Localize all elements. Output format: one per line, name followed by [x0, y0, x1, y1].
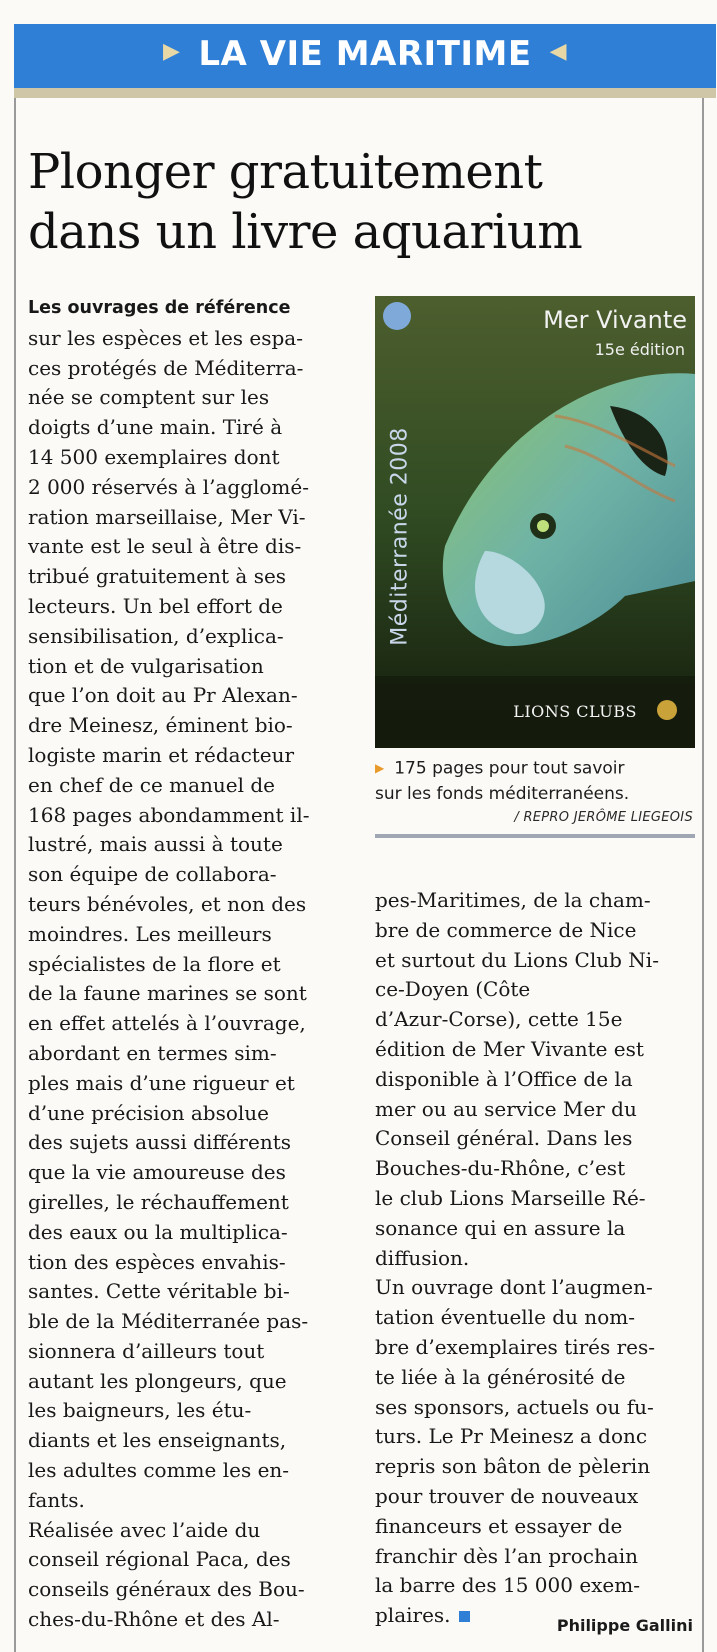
text-line: conseils généraux des Bou- [28, 1577, 305, 1602]
text-line: le club Lions Marseille Ré- [375, 1185, 646, 1210]
article-column-left [28, 294, 358, 1635]
text-line: financeurs et essayer de [375, 1513, 623, 1538]
text-line: plaires. [375, 1603, 451, 1628]
text-line: dre Meinesz, éminent bio- [28, 713, 293, 738]
text-line: ples mais d’une rigueur et [28, 1070, 295, 1095]
text-line: repris son bâton de pèlerin [375, 1454, 651, 1479]
text-line: 168 pages abondamment il- [28, 802, 310, 827]
text-line: née se comptent sur les [28, 385, 270, 410]
text-line: ration marseillaise, Mer Vi- [28, 504, 306, 529]
caption-rule [375, 834, 695, 838]
text-line: doigts d’une main. Tiré à [28, 415, 283, 440]
text-line: logiste marin et rédacteur [28, 742, 295, 767]
text-line: d’une précision absolue [28, 1100, 269, 1125]
cover-publisher: LIONS CLUBS [513, 702, 637, 721]
lions-club-emblem-icon [657, 700, 677, 720]
text-line: franchir dès l’an prochain [375, 1543, 639, 1568]
text-line: son équipe de collabora- [28, 862, 277, 887]
text-line: turs. Le Pr Meinesz a donc [375, 1424, 648, 1449]
section-banner-text [14, 34, 716, 74]
text-line: les adultes comme les en- [28, 1458, 290, 1483]
text-line: diants et les enseignants, [28, 1428, 287, 1453]
text-line: d’Azur-Corse), cette 15e [375, 1007, 623, 1032]
text-line: moindres. Les meilleurs [28, 921, 272, 946]
caption-arrow-icon: ▶ [375, 761, 385, 775]
text-line: les baigneurs, les étu- [28, 1398, 252, 1423]
text-line: spécialistes de la flore et [28, 951, 281, 976]
caption-line: 175 pages pour tout savoir [394, 758, 625, 779]
text-line: que la vie amoureuse des [28, 1160, 286, 1185]
frame-right-border [702, 98, 704, 1652]
end-mark-icon [459, 1611, 470, 1622]
photo-credit: / REPRO JERÔME LIEGEOIS [514, 810, 693, 825]
text-line: 14 500 exemplaires dont [28, 444, 280, 469]
text-line: ches-du-Rhône et des Al- [28, 1607, 280, 1632]
section-title: LA VIE MARITIME [198, 34, 532, 74]
cover-edition: 15e édition [594, 340, 685, 359]
text-line: teurs bénévoles, et non des [28, 891, 307, 916]
text-line: tion et de vulgarisation [28, 653, 264, 678]
left-arrow-icon: ◀ [549, 39, 568, 64]
fish-illustration [375, 296, 695, 748]
text-line: pour trouver de nouveaux [375, 1483, 639, 1508]
text-line: des eaux ou la multiplica- [28, 1219, 288, 1244]
text-line: la barre des 15 000 exem- [375, 1573, 640, 1598]
banner-rule [14, 88, 716, 98]
text-line: disponible à l’Office de la [375, 1066, 633, 1091]
text-line: Conseil général. Dans les [375, 1126, 633, 1151]
article-lead: Les ouvrages de référence [28, 298, 291, 318]
photo-caption [375, 756, 695, 807]
text-line: tribué gratuitement à ses [28, 564, 287, 589]
text-line: sensibilisation, d’explica- [28, 623, 284, 648]
text-line: Bouches-du-Rhône, c’est [375, 1156, 626, 1181]
text-line: lecteurs. Un bel effort de [28, 593, 283, 618]
book-cover-photo [375, 296, 695, 748]
text-line: Réalisée avec l’aide du [28, 1517, 261, 1542]
headline-line: dans un livre aquarium [28, 204, 583, 260]
text-line: mer ou au service Mer du [375, 1096, 637, 1121]
text-line: 2 000 réservés à l’agglomé- [28, 474, 309, 499]
text-line: vante est le seul à être dis- [28, 534, 302, 559]
text-line: santes. Cette véritable bi- [28, 1279, 290, 1304]
byline: Philippe Gallini [556, 1616, 693, 1635]
text-line: en effet attelés à l’ouvrage, [28, 1011, 306, 1036]
cover-title: Mer Vivante [543, 306, 687, 334]
text-line: Un ouvrage dont l’augmen- [375, 1275, 653, 1300]
cover-side-text: Méditerranée 2008 [387, 427, 413, 646]
text-line: sionnera d’ailleurs tout [28, 1338, 265, 1363]
text-line: de la faune marines se sont [28, 981, 307, 1006]
logo-icon [383, 302, 411, 330]
text-line: autant les plongeurs, que [28, 1368, 287, 1393]
text-line: que l’on doit au Pr Alexan- [28, 683, 298, 708]
text-line: girelles, le réchauffement [28, 1189, 289, 1214]
text-line: ses sponsors, actuels ou fu- [375, 1394, 654, 1419]
text-line: diffusion. [375, 1245, 470, 1270]
text-line: des sujets aussi différents [28, 1130, 292, 1155]
text-line: lustré, mais aussi à toute [28, 832, 283, 857]
text-line: abordant en termes sim- [28, 1040, 277, 1065]
frame-left-border [14, 98, 16, 1652]
text-line: conseil régional Paca, des [28, 1547, 291, 1572]
section-banner [14, 24, 716, 88]
text-line: tion des espèces envahis- [28, 1249, 286, 1274]
text-line: tation éventuelle du nom- [375, 1305, 635, 1330]
text-line: bre de commerce de Nice [375, 917, 637, 942]
text-line: et surtout du Lions Club Ni- [375, 947, 659, 972]
right-arrow-icon: ▶ [162, 39, 181, 64]
text-line: bre d’exemplaires tirés res- [375, 1334, 656, 1359]
text-line: pes-Maritimes, de la cham- [375, 888, 651, 912]
text-line: ce-Doyen (Côte [375, 977, 531, 1002]
headline-line: Plonger gratuitement [28, 144, 543, 200]
text-line: ces protégés de Méditerra- [28, 355, 304, 380]
text-line: te liée à la générosité de [375, 1364, 626, 1389]
text-line: sonance qui en assure la [375, 1215, 626, 1240]
headline [28, 142, 708, 262]
text-line: édition de Mer Vivante est [375, 1036, 644, 1061]
text-line: en chef de ce manuel de [28, 772, 276, 797]
text-line: sur les espèces et les espa- [28, 325, 303, 350]
caption-line: sur les fonds méditerranéens. [375, 783, 630, 804]
article-column-right [375, 886, 695, 1631]
text-line: fants. [28, 1487, 85, 1512]
text-line: ble de la Méditerranée pas- [28, 1309, 309, 1334]
